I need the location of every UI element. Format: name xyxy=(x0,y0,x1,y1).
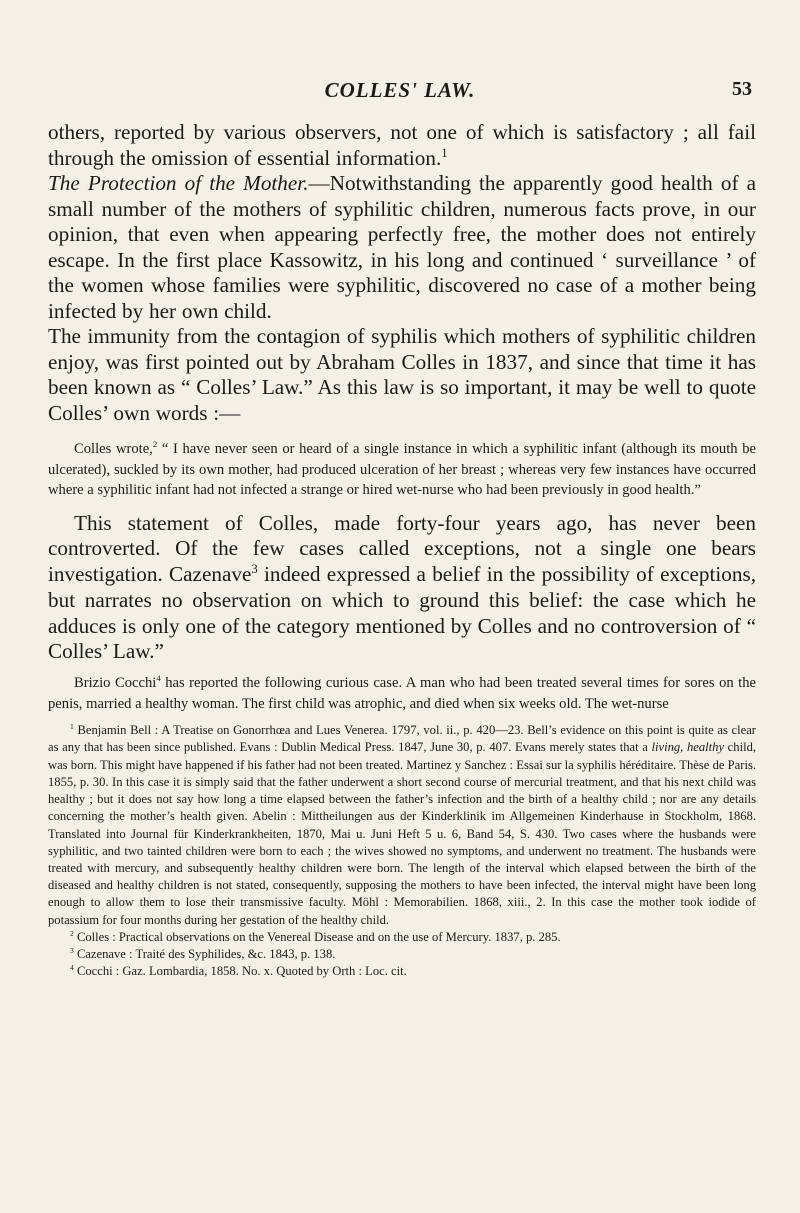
footnote-3: $^3$ Cazenave : Traité des Syphilides, &c. 1843, p. 138. xyxy=(70,945,336,961)
footnote-ref-1: 1 xyxy=(441,145,448,160)
footnote-4: $^4$ Cocchi : Gaz. Lombardia, 1858. No. x. Quoted by Orth : Loc. cit. xyxy=(70,962,407,979)
section-heading: The Protection of the Mother. xyxy=(48,171,309,195)
paragraph-statement: This statement of Colles, made forty-four years ago, has never been controverted. Of the few cases called exceptions, not a single one bears investigation. Cazenave$^3$ indeed expressed a belief in the possibility of exceptions, but narrates no observation on which to ground this belief: the case which he adduces is only one of the category mentioned by Colles and no controversion of “ Colles’ Law.” xyxy=(48,510,756,664)
footnote-ref-4: 4 xyxy=(156,673,161,684)
paragraph-protection-of-mother: The Protection of the Mother.—Notwithstanding the apparently good health of a small number of the mothers of syphilitic children, numerous facts prove, in our opinion, that even when appearing perfectly free, the mother does not entirely escape. In the first place Kassowitz, in his long and continued ‘ surveillance ’ of the women whose families were syphilitic, discovered no case of a mother being infected by her own child. xyxy=(48,171,756,323)
colles-quote: Colles wrote,$^2$ “ I have never seen or heard of a single instance in which a syphilitic infant (although its mouth be ulcerated), suckled by its own mother, had produced ulceration of her breast ; whereas very few instances have occurred where a syphilitic infant had not infected a strange or hired wet-nurse who had been previously in good health.” xyxy=(48,439,756,498)
running-header xyxy=(48,78,752,106)
footnotes xyxy=(48,722,756,980)
footnote-1: $^1$ Benjamin Bell : A Treatise on Gonorrhœa and Lues Venerea. 1797, vol. ii., p. 420—23. Bell’s evidence on this point is quite as clear as any that has been since published. Evans : Dublin Medical Press. 1847, June 30, p. 407. Evans merely states that a living, healthy child, was born. This might have happened if his father had not been treated. Martinez y Sanchez : Essai sur la syphilis héréditaire. Thèse de Paris. 1855, p. 30. In this case it is simply said that the father underwent a short second course of mercurial treatment, and that his next child was healthy ; but it does not say how long a time elapsed between the father’s infection and the birth of a healthy child ; nor are any details concerning the mother’s health given. Abelin : Mittheilungen aus der Kinderklinik im Allgemeinen Kinderhause in Stockholm, 1868. Translated into Journal für Kinderkrankheiten, 1870, Mai u. Juni Heft 5 u. 6, Band 54, S. 430. Two cases where the husbands were syphilitic, and two tainted children were born to each ; the wives showed no symptoms, and underwent no treatment. The husbands were treated with mercury, and subsequently healthy children were born. The length of the interval which elapsed between the birth of the diseased and healthy children is not stated, consequently, supposing the mothers to have been infected, the interval might have been long enough to allow them to lose their transmissive faculty. Möhl : Memorabilien. 1868, xiii., 2. In this case the mother took iodide of potassium for four months during her gestation of the healthy child. xyxy=(48,722,757,927)
paragraph-1: others, reported by various observers, not one of which is satisfactory ; all fail through the omission of essential information.$^1$ xyxy=(48,120,756,170)
paragraph-cocchi-case: Brizio Cocchi$^4$ has reported the following curious case. A man who had been treated several times for sores on the penis, married a healthy woman. The first child was atrophic, and died when six weeks old. The wet-nurse xyxy=(48,673,756,712)
footnote-2: $^2$ Colles : Practical observations on the Venereal Disease and on the use of Mercury. 1837, p. 285. xyxy=(70,928,561,944)
page-body xyxy=(48,120,756,980)
paragraph-immunity: The immunity from the contagion of syphilis which mothers of syphilitic children enjoy, was first pointed out by Abraham Colles in 1837, and since that time it has been known as “ Colles’ Law.” As this law is so important, it may be well to quote Colles’ own words :— xyxy=(48,324,756,425)
footnote-ref-3: 3 xyxy=(251,562,258,577)
running-title: COLLES' LAW. xyxy=(324,78,476,102)
footnote-ref-2: 2 xyxy=(152,439,158,450)
page-number: 53 xyxy=(732,78,752,100)
